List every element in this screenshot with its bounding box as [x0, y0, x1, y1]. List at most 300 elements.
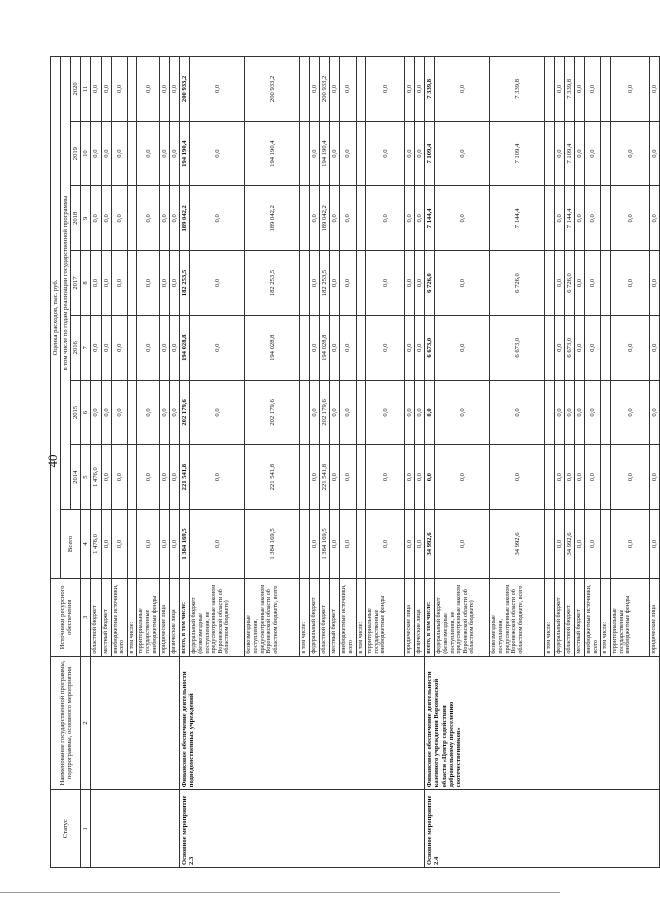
source-cell: всего, в том числе: — [425, 579, 435, 657]
year-value-cell — [601, 380, 611, 445]
year-value-cell: 0,0 — [555, 57, 565, 122]
year-value-cell: 7 339,8 — [565, 57, 575, 122]
year-value-cell: 0,0 — [310, 315, 320, 380]
year-value-cell: 0,0 — [111, 57, 127, 122]
year-value-cell: 0,0 — [575, 445, 585, 510]
header-year: 2018 — [71, 186, 81, 251]
column-number: 8 — [81, 251, 91, 316]
source-cell: физические лица — [415, 579, 425, 657]
year-value-cell: 0,0 — [160, 251, 170, 316]
year-value-cell: 0,0 — [160, 57, 170, 122]
year-value-cell — [300, 251, 310, 316]
year-value-cell: 0,0 — [611, 315, 650, 380]
year-value-cell: 194 028,8 — [245, 315, 300, 380]
year-value-cell: 0,0 — [415, 380, 425, 445]
year-value-cell: 0,0 — [160, 380, 170, 445]
source-cell: местный бюджет — [101, 579, 111, 657]
year-value-cell: 0,0 — [425, 380, 435, 445]
table-row — [425, 57, 435, 868]
year-value-cell: 0,0 — [366, 186, 405, 251]
year-value-cell: 0,0 — [366, 251, 405, 316]
year-value-cell — [300, 121, 310, 186]
year-value-cell: 0,0 — [611, 251, 650, 316]
year-value-cell: 0,0 — [101, 121, 111, 186]
total-value-cell: 0,0 — [340, 509, 356, 578]
year-value-cell: 0,0 — [405, 57, 415, 122]
year-value-cell: 0,0 — [190, 186, 245, 251]
year-value-cell — [127, 315, 137, 380]
year-value-cell: 0,0 — [330, 121, 340, 186]
header-total: Всего — [61, 509, 81, 578]
year-value-cell: 0,0 — [585, 186, 601, 251]
column-number: 3 — [81, 579, 91, 657]
year-value-cell: 0,0 — [405, 380, 415, 445]
year-value-cell: 0,0 — [137, 121, 160, 186]
year-value-cell — [545, 57, 555, 122]
header-year: 2014 — [71, 445, 81, 510]
year-value-cell: 0,0 — [137, 186, 160, 251]
year-value-cell: 0,0 — [190, 251, 245, 316]
column-number: 10 — [81, 121, 91, 186]
year-value-cell: 0,0 — [190, 121, 245, 186]
year-value-cell: 202 179,6 — [320, 380, 330, 445]
header-year: 2020 — [71, 57, 81, 122]
total-value-cell: 0,0 — [170, 509, 180, 578]
year-value-cell: 221 541,8 — [245, 445, 300, 510]
header-estimate: Оценка расходов, тыс. руб. — [51, 57, 61, 579]
source-cell: безвозмездные поступления, предусмотренные законом Воронежской области об областном бюджете, всего — [245, 579, 300, 657]
total-value-cell — [300, 509, 310, 578]
total-value-cell: 0,0 — [137, 509, 160, 578]
total-value-cell: 34 992,6 — [490, 509, 545, 578]
total-value-cell — [545, 509, 555, 578]
total-value-cell: 34 992,6 — [565, 509, 575, 578]
year-value-cell: 0,0 — [111, 380, 127, 445]
source-cell: в том числе: — [545, 579, 555, 657]
year-value-cell: 0,0 — [170, 251, 180, 316]
year-value-cell: 0,0 — [190, 57, 245, 122]
year-value-cell: 0,0 — [435, 121, 490, 186]
year-value-cell: 0,0 — [415, 186, 425, 251]
year-value-cell: 0,0 — [111, 445, 127, 510]
name-cell: Финансовое обеспечение деятельности подведомственных учреждений — [180, 656, 425, 790]
source-cell: местный бюджет — [575, 579, 585, 657]
source-cell: областной бюджет — [91, 579, 101, 657]
header-year: 2015 — [71, 380, 81, 445]
year-value-cell: 0,0 — [101, 57, 111, 122]
year-value-cell: 0,0 — [435, 315, 490, 380]
total-value-cell — [127, 509, 137, 578]
year-value-cell: 0,0 — [137, 315, 160, 380]
year-value-cell: 0,0 — [330, 445, 340, 510]
total-value-cell: 0,0 — [585, 509, 601, 578]
year-value-cell — [545, 380, 555, 445]
year-value-cell: 0,0 — [160, 445, 170, 510]
year-value-cell: 0,0 — [91, 251, 101, 316]
year-value-cell: 0,0 — [330, 380, 340, 445]
source-cell: безвозмездные поступления, предусмотренные законом Воронежской области об областном бюджете, всего — [490, 579, 545, 657]
header-year: 2019 — [71, 121, 81, 186]
total-value-cell: 0,0 — [330, 509, 340, 578]
year-value-cell: 0,0 — [425, 445, 435, 510]
year-value-cell: 0,0 — [405, 121, 415, 186]
year-value-cell: 0,0 — [490, 380, 545, 445]
page-bottom-rule — [0, 892, 560, 893]
year-value-cell: 0,0 — [585, 315, 601, 380]
year-value-cell: 0,0 — [415, 57, 425, 122]
year-value-cell — [356, 121, 366, 186]
year-value-cell — [356, 57, 366, 122]
year-value-cell: 200 933,2 — [180, 57, 190, 122]
year-value-cell: 0,0 — [111, 121, 127, 186]
source-cell: внебюджетные источники, всего — [340, 579, 356, 657]
year-value-cell — [545, 315, 555, 380]
year-value-cell: 189 042,2 — [245, 186, 300, 251]
year-value-cell: 6 673,0 — [425, 315, 435, 380]
total-value-cell: 34 992,6 — [425, 509, 435, 578]
column-number: 5 — [81, 445, 91, 510]
year-value-cell: 0,0 — [160, 186, 170, 251]
year-value-cell: 7 144,4 — [425, 186, 435, 251]
year-value-cell: 0,0 — [435, 186, 490, 251]
year-value-cell: 6 726,0 — [425, 251, 435, 316]
total-value-cell: 1 384 169,5 — [180, 509, 190, 578]
year-value-cell: 0,0 — [555, 186, 565, 251]
year-value-cell: 200 933,2 — [245, 57, 300, 122]
document-page — [50, 56, 659, 868]
page-number: 40 — [45, 454, 60, 468]
year-value-cell: 0,0 — [435, 445, 490, 510]
year-value-cell: 0,0 — [340, 57, 356, 122]
year-value-cell — [300, 380, 310, 445]
year-value-cell: 0,0 — [435, 251, 490, 316]
total-value-cell: 0,0 — [366, 509, 405, 578]
year-value-cell — [601, 445, 611, 510]
year-value-cell: 0,0 — [650, 315, 660, 380]
source-cell: юридические лица — [160, 579, 170, 657]
table-row — [91, 57, 101, 868]
year-value-cell: 0,0 — [170, 121, 180, 186]
year-value-cell — [127, 251, 137, 316]
year-value-cell — [545, 251, 555, 316]
year-value-cell: 0,0 — [310, 445, 320, 510]
header-name: Наименование государственной программы, подпрограммы, основного мероприятия — [51, 656, 81, 790]
name-cell: Финансовое обеспечение деятельности казенного учреждения Воронежской области «Центр содействия добровольному переселению соотечественников» — [425, 656, 660, 790]
year-value-cell: 0,0 — [91, 121, 101, 186]
year-value-cell — [545, 121, 555, 186]
source-cell: местный бюджет — [330, 579, 340, 657]
year-value-cell: 194 028,8 — [180, 315, 190, 380]
year-value-cell: 0,0 — [555, 445, 565, 510]
total-value-cell: 1 476,0 — [91, 509, 101, 578]
year-value-cell: 7 339,8 — [425, 57, 435, 122]
year-value-cell: 0,0 — [650, 186, 660, 251]
year-value-cell: 0,0 — [405, 315, 415, 380]
year-value-cell: 0,0 — [435, 380, 490, 445]
year-value-cell: 0,0 — [111, 315, 127, 380]
rotated-table-wrapper — [50, 56, 659, 868]
year-value-cell: 6 726,0 — [490, 251, 545, 316]
year-value-cell — [300, 315, 310, 380]
year-value-cell: 0,0 — [575, 380, 585, 445]
total-value-cell — [356, 509, 366, 578]
year-value-cell: 0,0 — [340, 121, 356, 186]
year-value-cell — [127, 380, 137, 445]
year-value-cell: 7 144,4 — [565, 186, 575, 251]
year-value-cell: 0,0 — [650, 57, 660, 122]
year-value-cell: 0,0 — [575, 315, 585, 380]
year-value-cell: 0,0 — [366, 445, 405, 510]
year-value-cell: 0,0 — [190, 315, 245, 380]
total-value-cell — [601, 509, 611, 578]
expenditure-table — [50, 56, 660, 868]
source-cell: в том числе: — [127, 579, 137, 657]
year-value-cell: 0,0 — [611, 57, 650, 122]
year-value-cell: 0,0 — [340, 251, 356, 316]
year-value-cell: 0,0 — [585, 380, 601, 445]
total-value-cell: 0,0 — [405, 509, 415, 578]
year-value-cell: 0,0 — [310, 186, 320, 251]
name-cell — [91, 656, 180, 790]
year-value-cell: 0,0 — [190, 380, 245, 445]
year-value-cell: 0,0 — [310, 57, 320, 122]
year-value-cell: 0,0 — [340, 315, 356, 380]
year-value-cell: 0,0 — [330, 57, 340, 122]
year-value-cell: 0,0 — [650, 251, 660, 316]
year-value-cell: 0,0 — [330, 186, 340, 251]
year-value-cell: 0,0 — [137, 251, 160, 316]
year-value-cell: 0,0 — [310, 121, 320, 186]
source-cell: юридические лица — [405, 579, 415, 657]
source-cell: физические лица — [170, 579, 180, 657]
year-value-cell: 0,0 — [565, 445, 575, 510]
year-value-cell: 0,0 — [585, 445, 601, 510]
year-value-cell: 0,0 — [405, 251, 415, 316]
column-number: 9 — [81, 186, 91, 251]
status-cell — [91, 790, 180, 868]
year-value-cell: 0,0 — [170, 380, 180, 445]
year-value-cell — [601, 57, 611, 122]
year-value-cell: 0,0 — [91, 380, 101, 445]
year-value-cell: 0,0 — [585, 57, 601, 122]
year-value-cell: 7 109,4 — [490, 121, 545, 186]
year-value-cell: 1 476,0 — [91, 445, 101, 510]
year-value-cell: 0,0 — [160, 315, 170, 380]
year-value-cell: 0,0 — [101, 380, 111, 445]
year-value-cell: 0,0 — [611, 380, 650, 445]
total-value-cell: 0,0 — [435, 509, 490, 578]
year-value-cell: 7 339,8 — [490, 57, 545, 122]
total-value-cell: 0,0 — [575, 509, 585, 578]
year-value-cell: 0,0 — [137, 445, 160, 510]
year-value-cell: 0,0 — [415, 315, 425, 380]
year-value-cell: 7 144,4 — [490, 186, 545, 251]
year-value-cell: 189 042,2 — [320, 186, 330, 251]
year-value-cell: 0,0 — [340, 186, 356, 251]
year-value-cell — [356, 251, 366, 316]
year-value-cell: 0,0 — [585, 251, 601, 316]
source-cell: в том числе: — [300, 579, 310, 657]
year-value-cell: 0,0 — [555, 121, 565, 186]
year-value-cell — [356, 380, 366, 445]
year-value-cell: 202 179,6 — [180, 380, 190, 445]
header-year: 2017 — [71, 251, 81, 316]
year-value-cell: 194 190,4 — [180, 121, 190, 186]
year-value-cell: 6 673,0 — [490, 315, 545, 380]
year-value-cell: 0,0 — [555, 315, 565, 380]
year-value-cell: 0,0 — [565, 380, 575, 445]
year-value-cell: 0,0 — [405, 186, 415, 251]
year-value-cell: 0,0 — [91, 315, 101, 380]
source-cell: внебюджетные источники, всего — [111, 579, 127, 657]
year-value-cell: 0,0 — [366, 380, 405, 445]
year-value-cell: 6 673,0 — [565, 315, 575, 380]
year-value-cell: 0,0 — [650, 121, 660, 186]
year-value-cell: 0,0 — [585, 121, 601, 186]
source-cell: территориальные государственные внебюджетные фонды — [366, 579, 405, 657]
year-value-cell — [545, 186, 555, 251]
year-value-cell — [601, 315, 611, 380]
source-cell: территориальные государственные внебюджетные фонды — [611, 579, 650, 657]
year-value-cell — [356, 315, 366, 380]
year-value-cell: 0,0 — [650, 380, 660, 445]
total-value-cell: 0,0 — [190, 509, 245, 578]
header-year: 2016 — [71, 315, 81, 380]
year-value-cell — [127, 445, 137, 510]
year-value-cell: 0,0 — [575, 251, 585, 316]
year-value-cell — [356, 186, 366, 251]
year-value-cell: 0,0 — [137, 57, 160, 122]
year-value-cell: 202 179,6 — [245, 380, 300, 445]
year-value-cell: 7 109,4 — [425, 121, 435, 186]
total-value-cell: 1 384 169,5 — [245, 509, 300, 578]
year-value-cell: 0,0 — [405, 445, 415, 510]
year-value-cell: 0,0 — [611, 186, 650, 251]
year-value-cell: 0,0 — [111, 186, 127, 251]
year-value-cell: 0,0 — [415, 445, 425, 510]
total-value-cell: 0,0 — [611, 509, 650, 578]
column-number: 11 — [81, 57, 91, 122]
total-value-cell: 0,0 — [555, 509, 565, 578]
year-value-cell: 0,0 — [310, 380, 320, 445]
total-value-cell: 0,0 — [111, 509, 127, 578]
year-value-cell: 0,0 — [101, 251, 111, 316]
year-value-cell: 0,0 — [330, 251, 340, 316]
year-value-cell — [300, 445, 310, 510]
year-value-cell: 194 190,4 — [320, 121, 330, 186]
source-cell: федеральный бюджет — [310, 579, 320, 657]
year-value-cell: 0,0 — [575, 57, 585, 122]
year-value-cell: 182 253,5 — [320, 251, 330, 316]
year-value-cell: 0,0 — [91, 57, 101, 122]
year-value-cell: 0,0 — [415, 251, 425, 316]
year-value-cell: 0,0 — [170, 445, 180, 510]
header-status: Статус — [51, 790, 81, 868]
year-value-cell: 0,0 — [366, 57, 405, 122]
source-cell: территориальные государственные внебюджетные фонды — [137, 579, 160, 657]
source-cell: областной бюджет — [320, 579, 330, 657]
year-value-cell: 221 541,8 — [180, 445, 190, 510]
year-value-cell: 0,0 — [91, 186, 101, 251]
total-value-cell: 0,0 — [160, 509, 170, 578]
table-row — [180, 57, 190, 868]
year-value-cell: 0,0 — [190, 445, 245, 510]
column-number: 4 — [81, 509, 91, 578]
year-value-cell: 0,0 — [611, 445, 650, 510]
source-cell: юридические лица — [650, 579, 660, 657]
source-cell: внебюджетные источники, всего — [585, 579, 601, 657]
year-value-cell: 0,0 — [170, 57, 180, 122]
year-value-cell: 200 933,2 — [320, 57, 330, 122]
year-value-cell: 0,0 — [101, 315, 111, 380]
year-value-cell: 194 028,8 — [320, 315, 330, 380]
header-source: Источники ресурсного обеспечения — [51, 579, 81, 657]
year-value-cell: 0,0 — [160, 121, 170, 186]
year-value-cell — [601, 251, 611, 316]
year-value-cell — [300, 57, 310, 122]
source-cell: федеральный бюджет (безвозмездные поступления, не предусмотренные законом Воронежской области об областном бюджете) — [190, 579, 245, 657]
year-value-cell: 6 726,0 — [565, 251, 575, 316]
column-number: 6 — [81, 380, 91, 445]
table-body — [91, 57, 660, 868]
year-value-cell: 0,0 — [415, 121, 425, 186]
year-value-cell: 221 541,8 — [320, 445, 330, 510]
year-value-cell — [127, 57, 137, 122]
year-value-cell: 0,0 — [650, 445, 660, 510]
year-value-cell: 0,0 — [575, 121, 585, 186]
year-value-cell: 0,0 — [170, 315, 180, 380]
year-value-cell: 0,0 — [101, 445, 111, 510]
year-value-cell: 0,0 — [340, 445, 356, 510]
year-value-cell: 182 253,5 — [245, 251, 300, 316]
year-value-cell: 0,0 — [366, 315, 405, 380]
year-value-cell: 0,0 — [111, 251, 127, 316]
source-cell: в том числе: — [356, 579, 366, 657]
year-value-cell — [545, 445, 555, 510]
source-cell: федеральный бюджет (безвозмездные поступления, не предусмотренные законом Воронежской области об областном бюджете) — [435, 579, 490, 657]
year-value-cell: 0,0 — [490, 445, 545, 510]
year-value-cell — [601, 121, 611, 186]
year-value-cell: 0,0 — [366, 121, 405, 186]
year-value-cell: 0,0 — [575, 186, 585, 251]
year-value-cell: 0,0 — [330, 315, 340, 380]
year-value-cell: 0,0 — [170, 186, 180, 251]
status-cell: Основное мероприятие 2.4 — [425, 790, 660, 868]
total-value-cell: 0,0 — [101, 509, 111, 578]
column-number: 2 — [81, 656, 91, 790]
header-by-year: в том числе по годам реализации государственной программы — [61, 57, 71, 510]
source-cell: областной бюджет — [565, 579, 575, 657]
total-value-cell: 1 384 169,5 — [320, 509, 330, 578]
year-value-cell: 189 042,2 — [180, 186, 190, 251]
year-value-cell: 0,0 — [435, 57, 490, 122]
year-value-cell — [300, 186, 310, 251]
year-value-cell: 0,0 — [310, 251, 320, 316]
year-value-cell: 0,0 — [101, 186, 111, 251]
year-value-cell — [601, 186, 611, 251]
year-value-cell: 0,0 — [611, 121, 650, 186]
total-value-cell: 0,0 — [650, 509, 660, 578]
year-value-cell: 7 109,4 — [565, 121, 575, 186]
source-cell: федеральный бюджет — [555, 579, 565, 657]
year-value-cell: 0,0 — [555, 380, 565, 445]
year-value-cell: 0,0 — [340, 380, 356, 445]
status-cell: Основное мероприятие 2.3 — [180, 790, 425, 868]
year-value-cell — [356, 445, 366, 510]
year-value-cell — [127, 186, 137, 251]
year-value-cell: 0,0 — [555, 251, 565, 316]
total-value-cell: 0,0 — [310, 509, 320, 578]
